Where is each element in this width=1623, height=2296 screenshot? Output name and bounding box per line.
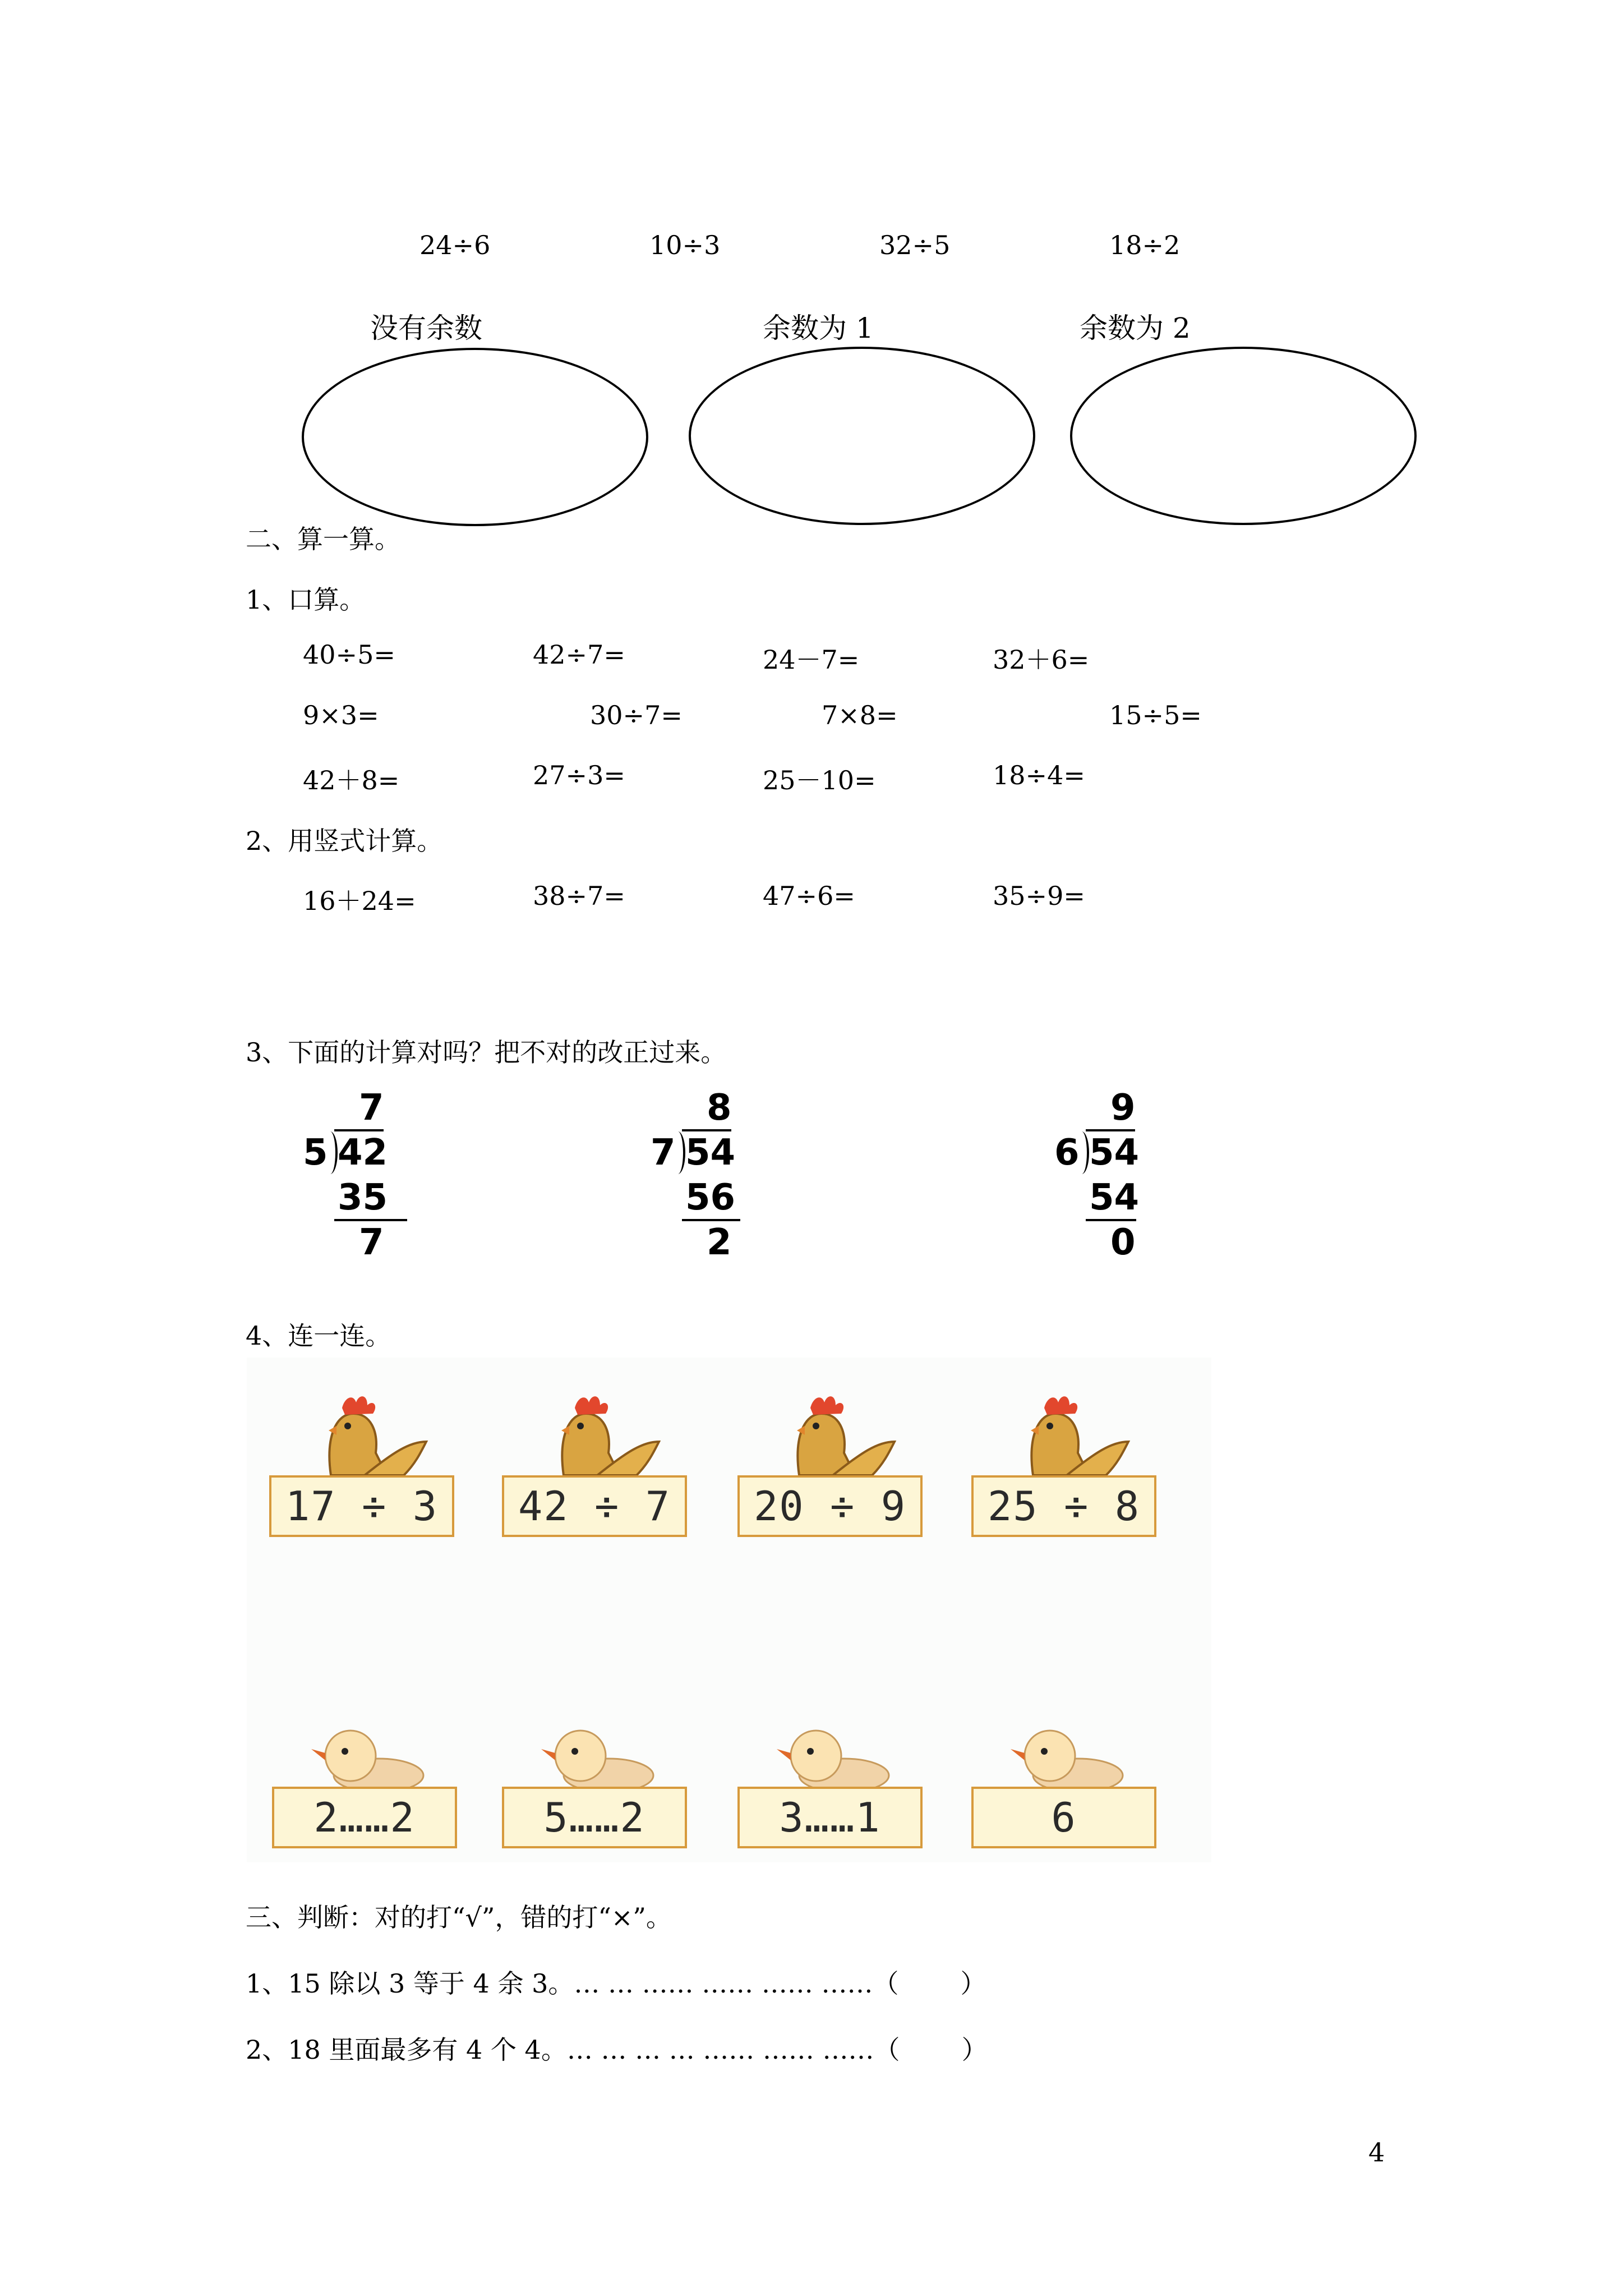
product: 56 bbox=[685, 1177, 736, 1218]
oral-item: 7×8= bbox=[822, 700, 898, 730]
remainder: 7 bbox=[359, 1222, 384, 1263]
chick-card: 2……2 bbox=[272, 1787, 457, 1848]
match-title: 4、连一连。 bbox=[246, 1320, 391, 1351]
section3-title: 三、判断：对的打“√”，错的打“×”。 bbox=[246, 1902, 672, 1932]
remainder: 2 bbox=[707, 1222, 732, 1263]
hen-1[interactable] bbox=[269, 1391, 460, 1559]
chick-icon bbox=[502, 1722, 693, 1789]
division-bracket bbox=[673, 1131, 685, 1174]
oral-item: 24－7= bbox=[763, 645, 860, 675]
dividend: 54 bbox=[1089, 1132, 1140, 1174]
oral-item: 27÷3= bbox=[533, 760, 625, 790]
product: 54 bbox=[1089, 1177, 1140, 1218]
dividend: 54 bbox=[685, 1132, 736, 1174]
judge-item-close: ） bbox=[960, 1968, 986, 1999]
vertical-item: 16＋24= bbox=[303, 886, 416, 916]
vertical-item: 38÷7= bbox=[533, 881, 625, 911]
hen-4[interactable] bbox=[971, 1391, 1162, 1559]
quotient: 7 bbox=[359, 1087, 384, 1129]
oral-item: 40÷5= bbox=[303, 639, 395, 670]
group-label-no-remainder: 没有余数 bbox=[370, 312, 482, 344]
divisor: 7 bbox=[651, 1132, 676, 1174]
hen-icon bbox=[971, 1391, 1162, 1475]
judge-item-2 bbox=[246, 2030, 988, 2067]
oral-item: 9×3= bbox=[303, 700, 379, 730]
answer-ellipse-remainder-2[interactable] bbox=[1070, 347, 1417, 525]
vertical-calc-title: 2、用竖式计算。 bbox=[246, 826, 443, 856]
product: 35 bbox=[338, 1177, 388, 1218]
oral-item: 30÷7= bbox=[590, 700, 683, 730]
judge-item-1 bbox=[246, 1963, 986, 2000]
group-label-remainder-1: 余数为 1 bbox=[763, 312, 874, 344]
answer-ellipse-remainder-1[interactable] bbox=[689, 347, 1035, 525]
chick-icon bbox=[272, 1722, 463, 1789]
chick-card: 5……2 bbox=[502, 1787, 687, 1848]
matching-picture bbox=[247, 1358, 1211, 1862]
chick-card: 6 bbox=[971, 1787, 1156, 1848]
hen-icon bbox=[502, 1391, 693, 1475]
judge-item-text: 1、15 除以 3 等于 4 余 3。… … …… …… …… ……（ bbox=[246, 1968, 899, 1999]
vertical-item: 47÷6= bbox=[763, 881, 855, 911]
section2-title: 二、算一算。 bbox=[246, 524, 400, 554]
divisor: 5 bbox=[303, 1132, 328, 1174]
hen-card: 42 ÷ 7 bbox=[502, 1475, 687, 1537]
judge-item-close: ） bbox=[961, 2035, 988, 2065]
oral-item: 25－10= bbox=[763, 765, 876, 795]
group-label-remainder-2: 余数为 2 bbox=[1080, 312, 1191, 344]
hen-2[interactable] bbox=[502, 1391, 693, 1559]
quotient: 8 bbox=[707, 1087, 732, 1129]
hen-card: 17 ÷ 3 bbox=[269, 1475, 454, 1537]
oral-item: 42÷7= bbox=[533, 639, 625, 670]
oral-item: 18÷4= bbox=[993, 760, 1085, 790]
division-bracket bbox=[325, 1131, 338, 1174]
expression-2: 10÷3 bbox=[649, 230, 721, 260]
hen-card: 25 ÷ 8 bbox=[971, 1475, 1156, 1537]
quotient: 9 bbox=[1110, 1087, 1136, 1129]
check-calc-title: 3、下面的计算对吗？把不对的改正过来。 bbox=[246, 1037, 727, 1068]
vertical-item: 35÷9= bbox=[993, 881, 1085, 911]
chick-4[interactable] bbox=[971, 1722, 1162, 1851]
oral-item: 32＋6= bbox=[993, 645, 1090, 675]
hen-icon bbox=[269, 1391, 460, 1475]
remainder: 0 bbox=[1110, 1222, 1136, 1263]
judge-item-text: 2、18 里面最多有 4 个 4。… … … … …… …… ……（ bbox=[246, 2035, 900, 2065]
expression-1: 24÷6 bbox=[419, 230, 491, 260]
dividend: 42 bbox=[338, 1132, 388, 1174]
chick-icon bbox=[737, 1722, 928, 1789]
chick-1[interactable] bbox=[272, 1722, 463, 1851]
oral-item: 15÷5= bbox=[1109, 700, 1202, 730]
oral-item: 42＋8= bbox=[303, 765, 400, 795]
expression-4: 18÷2 bbox=[1109, 230, 1181, 260]
divisor: 6 bbox=[1054, 1132, 1080, 1174]
hen-3[interactable] bbox=[737, 1391, 928, 1559]
hen-icon bbox=[737, 1391, 928, 1475]
answer-ellipse-no-remainder[interactable] bbox=[302, 348, 648, 526]
expression-3: 32÷5 bbox=[879, 230, 951, 260]
chick-card: 3……1 bbox=[737, 1787, 923, 1848]
chick-icon bbox=[971, 1722, 1162, 1789]
hen-card: 20 ÷ 9 bbox=[737, 1475, 923, 1537]
page-number: 4 bbox=[1368, 2137, 1385, 2168]
chick-2[interactable] bbox=[502, 1722, 693, 1851]
division-bracket bbox=[1077, 1131, 1089, 1174]
chick-3[interactable] bbox=[737, 1722, 928, 1851]
oral-calc-title: 1、口算。 bbox=[246, 585, 366, 615]
